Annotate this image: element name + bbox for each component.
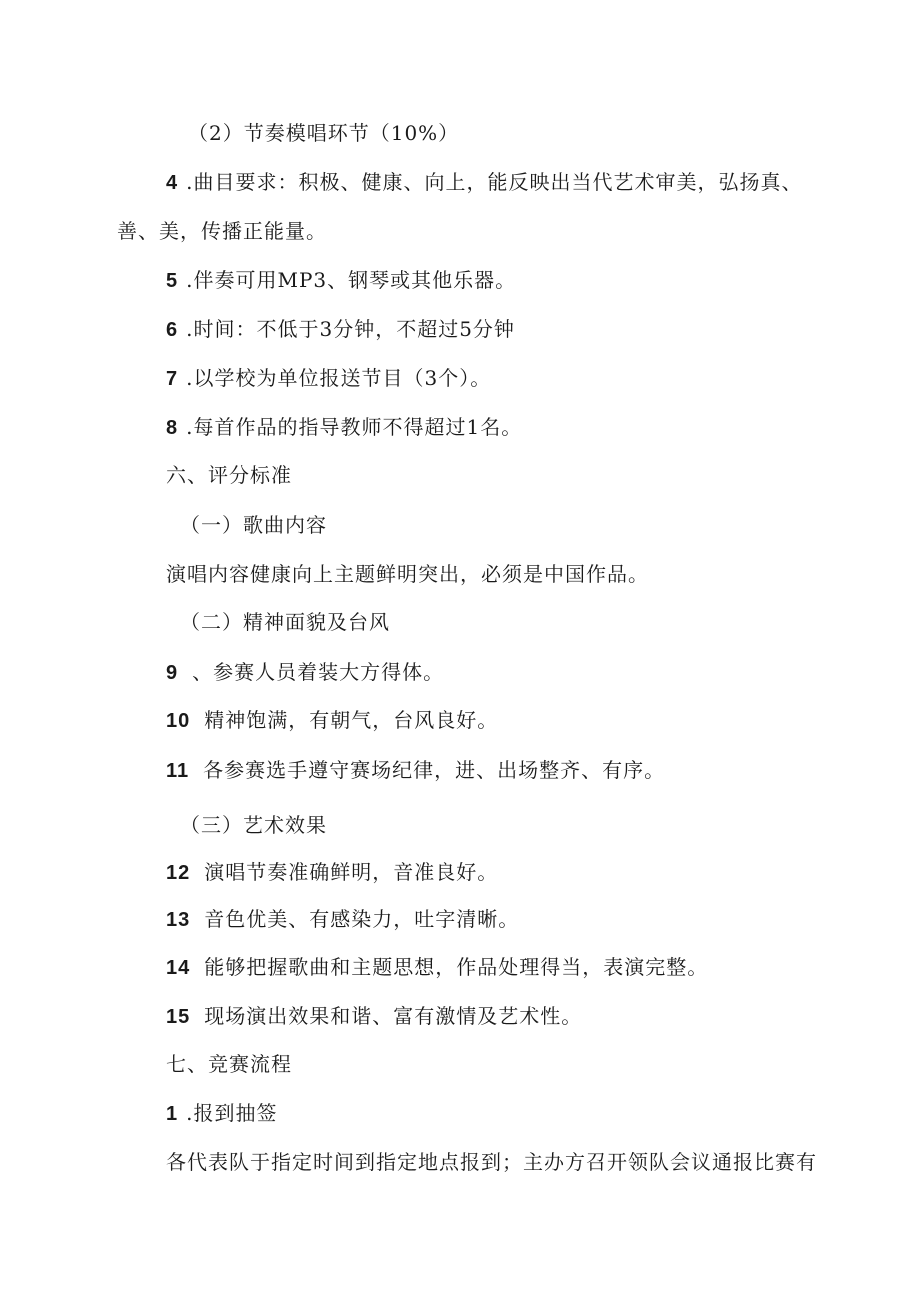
- doc-line-rhythm-singing: [188, 119, 459, 147]
- doc-line-song-content: [166, 560, 649, 588]
- line-text: 演唱节奏准确鲜明，音准良好。: [204, 860, 499, 884]
- doc-line-12: [166, 858, 498, 887]
- line-text: .伴奏可用MP3、钢琴或其他乐器。: [186, 268, 517, 292]
- doc-line-15: [166, 1002, 582, 1031]
- doc-line-8: [166, 413, 522, 442]
- doc-line-14: [166, 953, 708, 982]
- subsection-heading-artistic-effect: [180, 811, 327, 839]
- line-number: 5: [166, 270, 179, 292]
- doc-line-4: [166, 168, 802, 197]
- line-number: 13: [166, 909, 191, 931]
- subsection-heading-spirit: [180, 608, 390, 636]
- line-number: 11: [166, 760, 190, 782]
- line-number: 6: [166, 319, 179, 341]
- line-text: .时间：不低于3分钟，不超过5分钟: [186, 317, 515, 341]
- line-text: 能够把握歌曲和主题思想，作品处理得当，表演完整。: [204, 955, 709, 979]
- line-text: 六、评分标准: [166, 463, 292, 487]
- doc-line-11: [166, 756, 665, 785]
- line-number: 7: [166, 368, 179, 390]
- subsection-heading-song-content: [180, 511, 327, 539]
- line-text: （一）歌曲内容: [180, 513, 327, 537]
- line-text: 精神饱满，有朝气，台风良好。: [204, 708, 499, 732]
- line-number: 12: [166, 862, 191, 884]
- line-text: 善、美，传播正能量。: [117, 219, 327, 243]
- line-number: 8: [166, 417, 179, 439]
- line-number: 10: [166, 710, 191, 732]
- doc-line-6: [166, 315, 515, 344]
- line-number: 1: [166, 1103, 179, 1125]
- doc-line-5: [166, 266, 516, 295]
- doc-line-10: [166, 706, 498, 735]
- line-text: 、参赛人员着装大方得体。: [192, 660, 445, 684]
- line-text: 七、竞赛流程: [166, 1052, 292, 1076]
- doc-line-13: [166, 905, 519, 934]
- doc-line-7: [166, 364, 491, 393]
- line-text: .报到抽签: [186, 1101, 278, 1125]
- line-text: （2）节奏模唱环节（10%）: [188, 121, 460, 145]
- line-text: .曲目要求：积极、健康、向上，能反映出当代艺术审美，弘扬真、: [186, 170, 803, 194]
- line-text: （三）艺术效果: [180, 813, 327, 837]
- line-text: .以学校为单位报送节目（3个）。: [186, 366, 492, 390]
- doc-line-9: [166, 658, 444, 687]
- section-heading-scoring: [166, 461, 292, 489]
- line-text: 各代表队于指定时间到指定地点报到；主办方召开领队会议通报比赛有: [166, 1150, 817, 1174]
- line-number: 14: [166, 957, 191, 979]
- doc-line-4-continued: [117, 217, 327, 245]
- line-number: 9: [166, 662, 179, 684]
- line-number: 15: [166, 1006, 191, 1028]
- line-text: 演唱内容健康向上主题鲜明突出，必须是中国作品。: [166, 562, 649, 586]
- doc-line-registration-details: [166, 1148, 817, 1176]
- line-text: 现场演出效果和谐、富有激情及艺术性。: [204, 1004, 583, 1028]
- line-text: .每首作品的指导教师不得超过1名。: [186, 415, 523, 439]
- doc-line-registration: [166, 1099, 277, 1128]
- line-text: （二）精神面貌及台风: [180, 610, 390, 634]
- line-text: 音色优美、有感染力，吐字清晰。: [204, 907, 520, 931]
- line-text: 各参赛选手遵守赛场纪律，进、出场整齐、有序。: [203, 758, 666, 782]
- line-number: 4: [166, 172, 179, 194]
- section-heading-competition-process: [166, 1050, 292, 1078]
